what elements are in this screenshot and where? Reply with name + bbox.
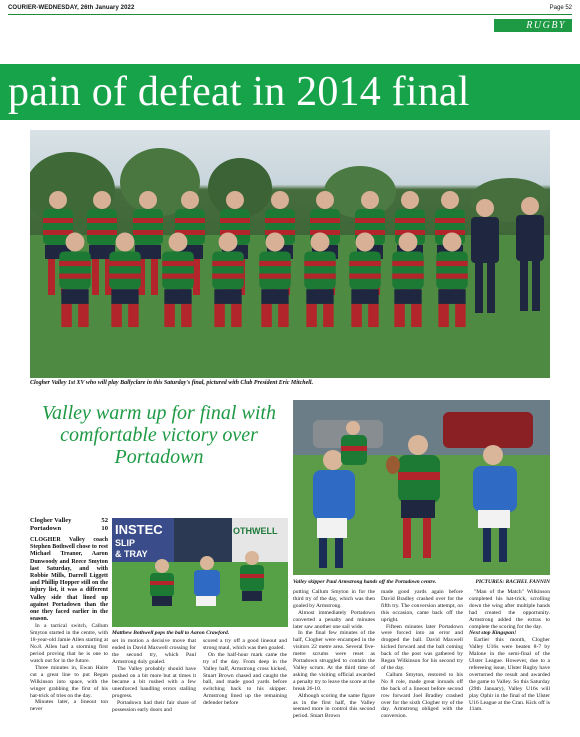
score-points: 52	[101, 517, 108, 524]
small-photo-caption: Matthew Bothwell pops the ball to Aaron Crawford.	[112, 630, 230, 636]
paragraph: scored a try off a good lineout and strong maul, which was then goaled.	[203, 638, 287, 651]
subheading: Next stop Kingspan!	[469, 630, 517, 637]
score-row	[30, 525, 108, 533]
article-headline: Valley warm up for final with comfortable victory over Portadown	[42, 402, 276, 468]
paragraph: In a tactical switch, Callum Smyton started in the centre, with 18-year-old Jamie Allen starting at No.8. Allen had a storming first period proving that he is one to watch out for in the future.	[30, 623, 108, 664]
hoarding-text: INSTEC	[115, 522, 163, 537]
team-photo-illustration	[30, 130, 550, 378]
paragraph: made good yards again before David Bradley crashed over for the fifth try. The conversion attempt, on this occasion, came back off the upright.	[381, 589, 463, 623]
article-column-2	[112, 638, 196, 714]
paragraph: putting Callum Smyton in for the third try of the day, which was then goaled by Armstrong.	[293, 589, 375, 609]
score-team: Portadown	[30, 525, 62, 532]
article-column-3	[203, 638, 287, 707]
hoarding-text-3: & TRAY	[115, 549, 148, 559]
paragraph: Fifteen minutes later Portadown were forced into an error and dropped the ball. David Maxwell kicked forward and the ball coming back of the post was gathered by Regan Wilkinson for his second try of the day.	[381, 623, 463, 671]
paragraph: set in motion a decisive move that ended in David Maxwell crossing for the second try, which Paul Armstrong duly goaled.	[112, 638, 196, 665]
rugby-ball	[386, 456, 400, 474]
paragraph: The Valley probably should have pushed on a bit more but at times it became a bit rushed with a few unenforced handling errors stalling progress.	[112, 665, 196, 700]
section-label: RUGBY	[494, 19, 572, 32]
action-photo-caption: Valley skipper Paul Armstrong hands off the Portadown centre.	[293, 579, 437, 585]
score-team: Clogher Valley	[30, 517, 72, 524]
paragraph: In the final few minutes of the half, Clogher were encamped in the visitors 22 metre area. Several five-metre scrums were reset as Portadown struggled to contain the Valley scrum. At the third time of asking the visiting official awarded a penalty try to leave the score at the break 26-10.	[293, 630, 376, 692]
article-column-4	[293, 589, 375, 720]
paragraph: Callum Smyton, restored to his No 8 role, made great inroads off the back of a lineout before second row forward Joel Bradley crashed over for the sixth Clogher try of the day. Armstrong obliged with the conversion.	[381, 671, 463, 720]
paragraph: "Man of the Match" Wilkinson completed his hat-trick, scrolling down the wing after multiple hands had created the opportunity. Armstrong added the extras to complete the scoring for the day.	[469, 589, 550, 630]
paragraph: Earlier this month, Clogher Valley U16s were beaten 8-7 by Malone in the semi-final of the Ulster League. However, due to a refereeing issue, Ulster Rugby have overturned the result and awarded the game to Valley. So this Saturday (29th January), Valley U16s will play Ophir in the final of the Ulster U16 League at the Cran. Kick off is 11am.	[469, 637, 550, 713]
header-rule	[8, 14, 572, 15]
score-points: 10	[101, 525, 108, 532]
banner-headline: pain of defeat in 2014 final	[8, 69, 470, 115]
team-photo	[30, 130, 550, 378]
small-photo	[112, 518, 288, 627]
paragraph: On the half-hour mark came the try of the day. From deep in the Valley half, Armstrong cross kicked, Stuart Brown chased and caught the ball, and made good yards before switching back to his skipper. Armstrong lined up the remaining defender before	[203, 651, 287, 707]
hoarding-text-2: SLIP	[115, 538, 136, 548]
page-number: Page 52	[549, 5, 572, 11]
article-column-1	[30, 517, 108, 713]
small-photo-illustration	[112, 518, 288, 627]
score-row	[30, 517, 108, 525]
paragraph: Minutes later, a lineout ton never	[30, 699, 108, 713]
hoarding-text-4: OTHWELL	[233, 526, 278, 536]
team-photo-caption: Clogher Valley 1st XV who will play Ballyclare in this Saturday's final, pictured with Club President Eric Mitchell.	[30, 380, 314, 386]
article-column-6	[469, 589, 550, 713]
paragraph: Almost immediately Portadown converted a penalty and minutes later saw another one sail wide.	[293, 609, 375, 630]
paragraph: Portadown had their fair share of possession early doors and	[112, 700, 196, 714]
article-column-5	[381, 589, 463, 720]
scoreline	[30, 517, 108, 533]
paragraph: Three minutes in, Ewan Haire cut a great line to put Regan Wilkinson into space, with the winger grabbing the first of his hat-trick of tries on the day.	[30, 664, 108, 699]
photo-credit: PICTURES: RACHEL FANNIN	[475, 579, 550, 585]
article-intro: CLOGHER Valley coach Stephen Bothwell chose to rest Michael Treanor, Aaron Dunwoody and Reece Smyton last Saturday, and with Robbie Mills, Darrell Liggett and Phillip Hopper still on the injury list, it was a different Valley side that lined up against Portadown than the one they faced earlier in the season.	[30, 537, 108, 623]
dateline: COURIER-WEDNESDAY, 26th January 2022	[8, 5, 135, 11]
action-photo-illustration	[293, 400, 550, 575]
paragraph: Although scoring the same figure as in the first half, the Valley seemed more in control this second period. Stuart Brown	[293, 692, 375, 720]
headline-banner	[0, 64, 580, 120]
action-photo	[293, 400, 550, 575]
